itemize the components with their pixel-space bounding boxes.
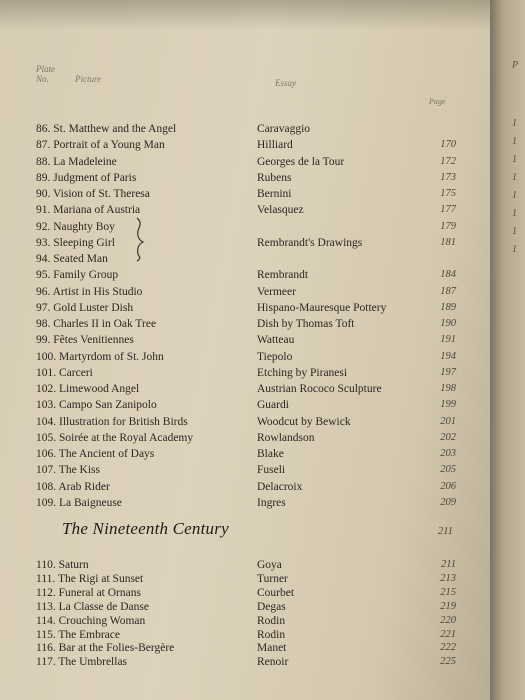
list-item — [36, 301, 466, 315]
entry-page: 198 — [440, 383, 456, 394]
list-item — [36, 236, 466, 250]
list-item — [36, 558, 466, 572]
adjacent-page-edge — [490, 0, 525, 700]
entry-essay: Rembrandt's Drawings — [257, 236, 363, 249]
entry-page: 213 — [440, 572, 456, 584]
entry-picture: 107. The Kiss — [36, 464, 100, 477]
list-item — [36, 586, 466, 600]
entry-essay: Renoir — [257, 656, 289, 669]
entry-page: 177 — [440, 204, 456, 216]
entry-page: 203 — [440, 448, 456, 459]
header-plate — [36, 64, 55, 84]
entry-page: 199 — [440, 399, 456, 411]
list-item — [36, 496, 466, 510]
entry-picture: 110. Saturn — [36, 559, 89, 571]
entry-page: 194 — [440, 350, 456, 362]
entry-essay: Vermeer — [257, 285, 296, 298]
adjacent-text-fragment: 1 — [512, 244, 517, 255]
entry-picture: 98. Charles II in Oak Tree — [36, 318, 157, 330]
entry-picture: 91. Mariana of Austria — [36, 204, 141, 217]
entry-picture: 99. Fêtes Venitiennes — [36, 334, 134, 347]
list-item — [36, 317, 466, 331]
entry-essay: Caravaggio — [257, 123, 311, 135]
entry-picture: 102. Limewood Angel — [36, 383, 140, 395]
adjacent-text-fragment: 1 — [512, 118, 517, 129]
entry-page: 187 — [440, 285, 456, 297]
entry-essay: Manet — [257, 642, 287, 655]
list-item — [36, 252, 466, 266]
brace-mark — [134, 216, 146, 262]
list-item — [36, 431, 466, 445]
entry-picture: 94. Seated Man — [36, 253, 108, 265]
entry-essay: Ingres — [257, 496, 286, 509]
adjacent-text-fragment: P — [512, 60, 519, 71]
entry-picture: 87. Portrait of a Young Man — [36, 139, 165, 152]
entry-page: 175 — [440, 188, 456, 199]
entry-picture: 117. The Umbrellas — [36, 656, 128, 669]
entry-essay: Georges de la Tour — [257, 155, 345, 168]
entry-essay: Hilliard — [257, 139, 293, 152]
entry-page: 189 — [440, 301, 456, 313]
entry-picture: 92. Naughty Boy — [36, 220, 115, 233]
header-picture: Picture — [75, 74, 102, 84]
adjacent-text-fragment: 1 — [512, 154, 517, 165]
list-item — [36, 600, 466, 614]
list-item — [36, 614, 466, 628]
section-page-number: 211 — [438, 526, 453, 537]
entry-picture: 86. St. Matthew and the Angel — [36, 123, 177, 135]
list-item — [36, 171, 466, 185]
entry-essay: Woodcut by Bewick — [257, 415, 351, 428]
list-item — [36, 333, 466, 347]
entry-essay: Rowlandson — [257, 431, 315, 444]
entry-page: 215 — [440, 586, 456, 598]
entry-page: 222 — [440, 642, 456, 654]
entry-picture: 96. Artist in His Studio — [36, 285, 143, 298]
list-item — [36, 572, 466, 586]
entry-page: 202 — [440, 431, 456, 443]
entry-picture: 90. Vision of St. Theresa — [36, 188, 150, 200]
list-item — [36, 398, 466, 412]
entry-picture: 105. Soirée at the Royal Academy — [36, 431, 194, 444]
list-item — [36, 480, 466, 494]
entry-essay: Rodin — [257, 628, 286, 641]
entry-picture: 104. Illustration for British Birds — [36, 415, 188, 428]
entry-essay: Bernini — [257, 188, 292, 200]
entry-picture: 114. Crouching Woman — [36, 614, 146, 627]
entry-picture: 89. Judgment of Paris — [36, 171, 137, 184]
section-title: The Nineteenth Century — [62, 519, 229, 538]
entry-essay: Fuseli — [257, 464, 286, 477]
entry-essay: Guardi — [257, 399, 289, 412]
entry-page: 206 — [440, 480, 456, 492]
list-item — [36, 285, 466, 299]
entry-page: 220 — [440, 614, 456, 626]
entry-page: 225 — [440, 656, 456, 668]
entry-essay: Rubens — [257, 171, 292, 184]
entry-page: 184 — [440, 269, 456, 281]
list-item — [36, 268, 466, 282]
entry-picture: 115. The Embrace — [36, 628, 120, 641]
list-item — [36, 447, 466, 461]
entry-picture: 100. Martyrdom of St. John — [36, 350, 164, 363]
entry-essay: Watteau — [257, 334, 295, 347]
entry-picture: 108. Arab Rider — [36, 480, 110, 493]
list-item — [36, 463, 466, 477]
adjacent-text-fragment: 1 — [512, 172, 517, 183]
entry-picture: 93. Sleeping Girl — [36, 236, 115, 249]
list-item — [36, 415, 466, 429]
entry-essay: Velasquez — [257, 204, 304, 217]
adjacent-text-fragment: 1 — [512, 136, 517, 147]
entry-picture: 116. Bar at the Folies-Bergère — [36, 642, 175, 655]
entry-essay: Hispano-Mauresque Pottery — [257, 301, 387, 314]
header-plate-line2: No. — [36, 74, 49, 84]
entry-picture: 106. The Ancient of Days — [36, 448, 155, 460]
adjacent-text-fragment: 1 — [512, 226, 517, 237]
entry-page: 219 — [440, 600, 456, 612]
list-item — [36, 155, 466, 169]
entry-page: 211 — [441, 559, 456, 570]
entry-picture: 109. La Baigneuse — [36, 496, 122, 509]
list-item — [36, 641, 466, 655]
entry-essay: Delacroix — [257, 480, 303, 493]
header-page: Page — [429, 97, 446, 106]
list-item — [36, 138, 466, 152]
adjacent-text-fragment: 1 — [512, 190, 517, 201]
entry-picture: 112. Funeral at Ornans — [36, 586, 141, 599]
entry-page: 173 — [440, 171, 456, 183]
entry-page: 181 — [440, 236, 456, 248]
list-item — [36, 220, 466, 234]
entry-page: 179 — [440, 220, 456, 232]
list-item — [36, 350, 466, 364]
entry-essay: Turner — [257, 572, 288, 585]
entry-picture: 88. La Madeleine — [36, 155, 117, 168]
header-essay: Essay — [275, 78, 296, 88]
entry-essay: Rodin — [257, 614, 286, 627]
entry-picture: 95. Family Group — [36, 269, 119, 282]
entry-essay: Tiepolo — [257, 350, 293, 363]
entry-essay: Austrian Rococo Sculpture — [257, 383, 382, 395]
entry-essay: Etching by Piranesi — [257, 366, 348, 379]
entry-essay: Goya — [257, 559, 282, 571]
entry-page: 201 — [440, 415, 456, 427]
entry-page: 209 — [440, 496, 456, 508]
entry-page: 190 — [440, 318, 456, 329]
entry-page: 205 — [440, 464, 456, 476]
entry-picture: 111. The Rigi at Sunset — [36, 572, 144, 585]
header-plate-line1: Plate — [36, 64, 55, 74]
entry-picture: 97. Gold Luster Dish — [36, 301, 134, 314]
entry-page: 172 — [440, 155, 456, 167]
page-shadow — [0, 0, 490, 30]
entry-picture: 103. Campo San Zanipolo — [36, 399, 157, 412]
list-item — [36, 122, 466, 136]
list-item — [36, 187, 466, 201]
entry-page: 191 — [440, 334, 456, 346]
entry-essay: Rembrandt — [257, 269, 309, 282]
list-item — [36, 382, 466, 396]
entry-page: 170 — [440, 139, 456, 151]
entry-essay: Blake — [257, 448, 284, 460]
list-item — [36, 628, 466, 642]
entry-picture: 113. La Classe de Danse — [36, 600, 149, 613]
list-item — [36, 655, 466, 669]
list-item — [36, 366, 466, 380]
entry-essay: Dish by Thomas Toft — [257, 318, 355, 330]
entry-essay: Courbet — [257, 586, 295, 599]
adjacent-text-fragment: 1 — [512, 208, 517, 219]
entry-page: 221 — [440, 628, 456, 640]
entry-page: 197 — [440, 366, 456, 378]
entry-essay: Degas — [257, 600, 286, 613]
list-item — [36, 203, 466, 217]
entry-picture: 101. Carceri — [36, 366, 93, 379]
